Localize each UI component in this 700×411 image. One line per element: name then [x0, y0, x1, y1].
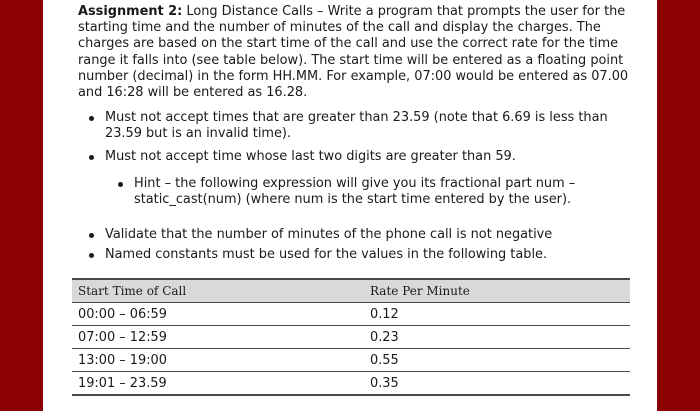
rate-cell: 0.35 — [364, 372, 630, 396]
table-row — [72, 326, 630, 349]
start-time-cell: 07:00 – 12:59 — [72, 326, 364, 349]
column-header-rate: Rate Per Minute — [364, 279, 630, 303]
column-header-start-time: Start Time of Call — [72, 279, 364, 303]
table-header-row — [72, 279, 630, 303]
requirement-item: Validate that the number of minutes of the phone call is not negative — [78, 227, 638, 243]
requirement-item: Must not accept time whose last two digits are greater than 59. — [78, 149, 638, 165]
table-row — [72, 372, 630, 396]
table-row — [72, 349, 630, 372]
assignment-label: Assignment 2: — [78, 4, 183, 19]
start-time-cell: 19:01 – 23.59 — [72, 372, 364, 396]
requirement-item: Named constants must be used for the values in the following table. — [78, 247, 638, 263]
rate-cell: 0.23 — [364, 326, 630, 349]
assignment-content — [78, 4, 638, 264]
start-time-cell: 13:00 – 19:00 — [72, 349, 364, 372]
requirements-list-2 — [78, 227, 638, 263]
requirements-list — [78, 110, 638, 165]
start-time-cell: 00:00 – 06:59 — [72, 303, 364, 326]
assignment-text: Long Distance Calls – Write a program that prompts the user for the starting time and the number of minutes of the call and display the charges. The charges are based on the start time of the call and use the correct rate for the time range it falls into (see table below). The start time will be entered as a floating point number (decimal) in the form HH.MM. For example, 07:00 would be entered as 07.00 and 16:28 will be entered as 16.28. — [78, 4, 629, 101]
requirement-item: Must not accept times that are greater than 23.59 (note that 6.69 is less than 23.59 but is an invalid time). — [78, 110, 638, 142]
table-row — [72, 303, 630, 326]
assignment-paragraph — [78, 4, 638, 101]
rate-cell: 0.12 — [364, 303, 630, 326]
hint-item: Hint – the following expression will give you its fractional part num – static_cast(num) (where num is the start time entered by the user). — [78, 176, 638, 208]
rate-cell: 0.55 — [364, 349, 630, 372]
rate-table — [72, 278, 630, 396]
hint-list — [78, 176, 638, 208]
